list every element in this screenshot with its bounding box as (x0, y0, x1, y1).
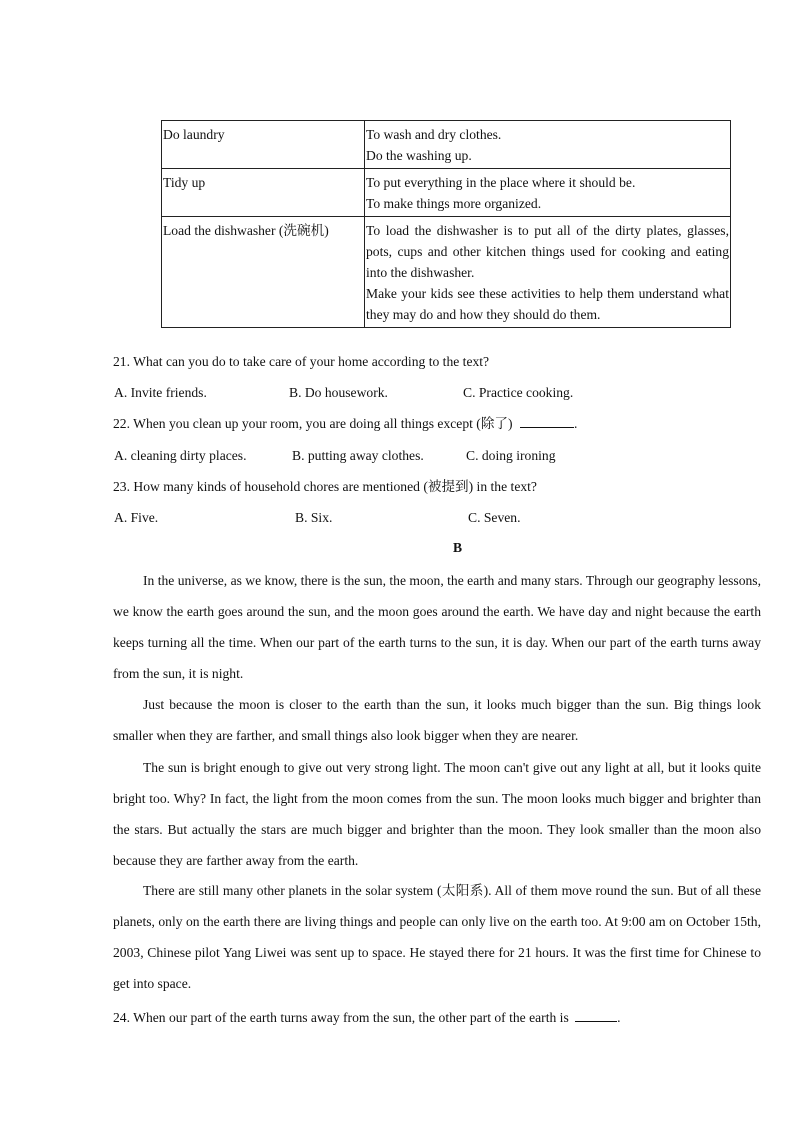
chore-name: Load the dishwasher (洗碗机) (162, 217, 365, 328)
chore-meaning (365, 217, 731, 328)
option-a: A. cleaning dirty places. (114, 448, 247, 463)
question-22: 22. When you clean up your room, you are doing all things except (除了) . (113, 416, 578, 431)
question-21: 21. What can you do to take care of your home according to the text? (113, 354, 490, 369)
option-c: C. Practice cooking. (463, 385, 574, 400)
meaning-line: Make your kids see these activities to help them understand what they may do and how they should do them. (366, 286, 729, 322)
meaning-line: To load the dishwasher is to put all of the dirty plates, glasses, pots, cups and other kitchen things used for cooking and eating into the dishwasher. (366, 223, 729, 280)
table-row (162, 121, 731, 169)
chore-name: Do laundry (162, 121, 365, 169)
option-c: C. Seven. (468, 510, 521, 525)
meaning-line: To put everything in the place where it should be. (366, 175, 636, 190)
meaning-line: To wash and dry clothes. (366, 127, 502, 142)
option-a: A. Invite friends. (114, 385, 207, 400)
section-heading: B (453, 540, 463, 555)
table-row (162, 217, 731, 328)
answer-blank[interactable] (520, 415, 574, 428)
question-22-options (114, 446, 774, 466)
question-23: 23. How many kinds of household chores are mentioned (被提到) in the text? (113, 479, 537, 494)
question-21-options (114, 383, 774, 403)
question-24: 24. When our part of the earth turns away from the sun, the other part of the earth is . (113, 1010, 621, 1025)
meaning-line: To make things more organized. (366, 196, 542, 211)
question-22-stem: 22. When you clean up your room, you are doing all things except (除了) (113, 416, 513, 431)
option-b: B. Six. (295, 510, 333, 525)
passage-paragraph-1: In the universe, as we know, there is the sun, the moon, the earth and many stars. Through our geography lessons, we know the earth goes around the sun, and the moon goes around the earth. We have day and night because the earth keeps turning all the time. When our part of the earth turns to the sun, it is day. When our part of the earth turns away from the sun, it is night. (113, 573, 761, 681)
chore-meaning (365, 121, 731, 169)
passage-paragraph-3: The sun is bright enough to give out very strong light. The moon can't give out any light at all, but it looks quite bright too. Why? In fact, the light from the moon comes from the sun. The moon looks much bigger and brighter than the stars. But actually the stars are much bigger and brighter than the moon. They look smaller than the moon also because they are farther away from the earth. (113, 760, 761, 868)
question-23-options (114, 508, 774, 528)
question-24-stem: 24. When our part of the earth turns away from the sun, the other part of the earth is (113, 1010, 569, 1025)
chore-meaning (365, 169, 731, 217)
option-c: C. doing ironing (466, 448, 556, 463)
chore-name: Tidy up (162, 169, 365, 217)
passage-paragraph-4: There are still many other planets in the solar system (太阳系). All of them move round the sun. But of all these planets, only on the earth there are living things and people can only live on the earth too. At 9:00 am on October 15th, 2003, Chinese pilot Yang Liwei was sent up to space. He stayed there for 21 hours. It was the first time for Chinese to get into space. (113, 883, 761, 991)
meaning-line: Do the washing up. (366, 148, 472, 163)
option-b: B. putting away clothes. (292, 448, 424, 463)
chores-table (161, 120, 731, 328)
table-row (162, 169, 731, 217)
answer-blank[interactable] (575, 1009, 617, 1022)
passage-paragraph-2: Just because the moon is closer to the earth than the sun, it looks much bigger than the sun. Big things look smaller when they are farther, and small things also look bigger when they are nearer. (113, 697, 761, 743)
option-b: B. Do housework. (289, 385, 388, 400)
option-a: A. Five. (114, 510, 159, 525)
